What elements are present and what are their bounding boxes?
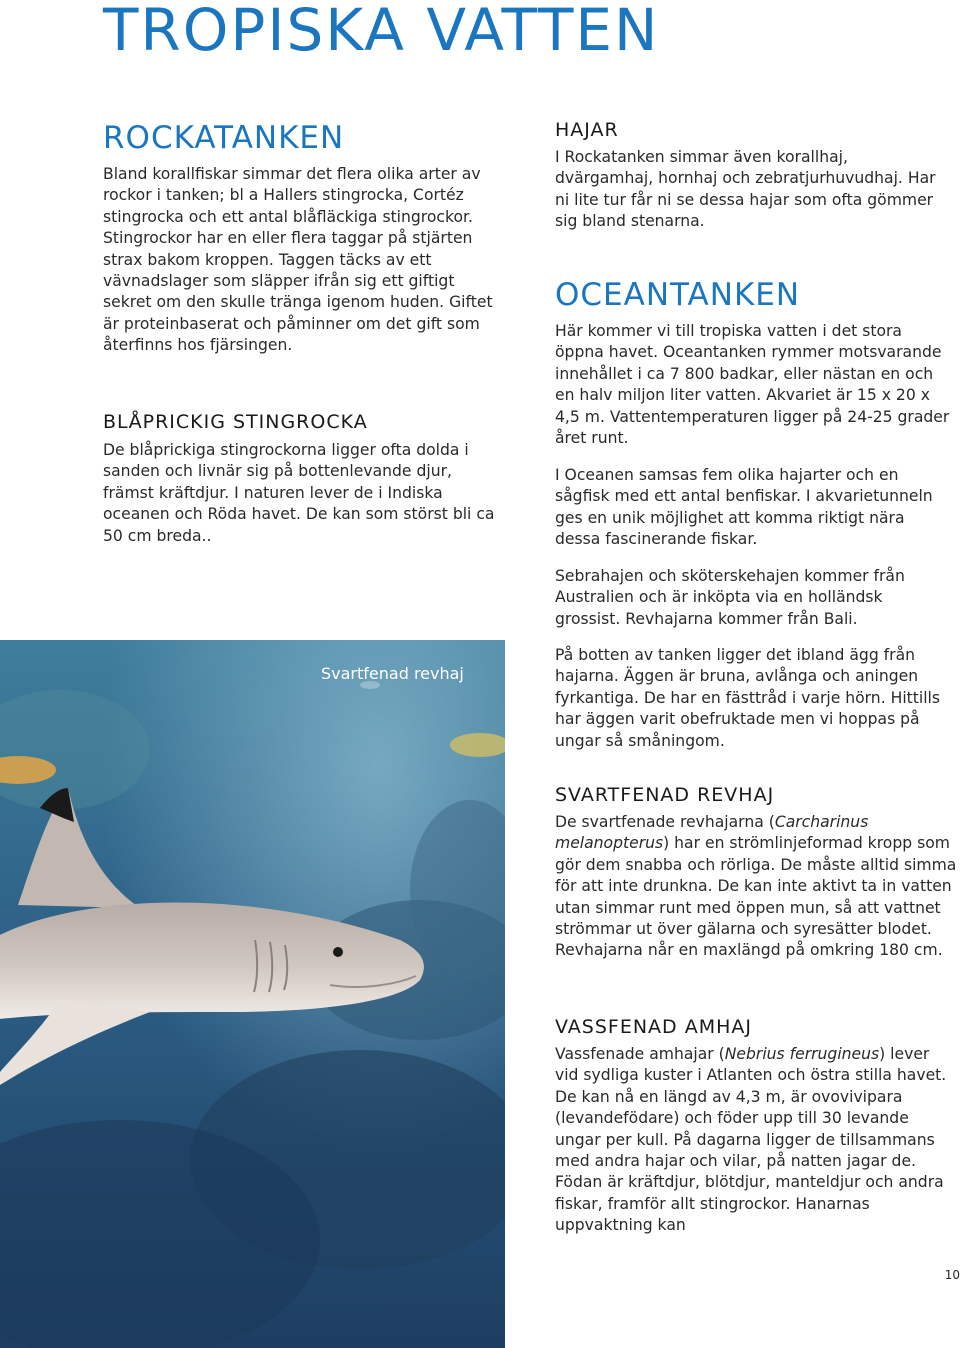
vassfenad-text: Vassfenade amhajar (Nebrius ferrugineus) lever vid sydliga kuster i Atlanten och östra stilla havet. De kan nå en längd av 4,3 m, är ovovivipara (levandefödare) och föder upp till 30 levande ungar per kull. På dagarna ligger de tillsammans med andra hajar och vilar, på natten jagar de. Födan är kräftdjur, blötdjur, manteldjur och andra fiskar, framför allt stingrockor. Hanarnas uppvaktning kan xyxy=(555,1045,947,1235)
blaprickig-heading: BLÅPRICKIG STINGROCKA xyxy=(103,411,368,433)
hajar-heading: HAJAR xyxy=(555,119,619,141)
blaprickig-text: De blåprickiga stingrockorna ligger ofta dolda i sanden och livnär sig på bottenlevande djur, främst kräftdjur. I naturen lever de i Indiska oceanen och Röda havet. De kan som störst bli ca 50 cm breda.. xyxy=(103,441,495,545)
oceantanken-paragraph-4: På botten av tanken ligger det ibland ägg från hajarna. Äggen är bruna, avlånga och aningen fyrkantiga. De har en fästtråd i varje hörn. Hittills har äggen varit obefruktade men vi hoppas på ungar så småningom. xyxy=(555,646,941,750)
vassfenad-heading: VASSFENAD AMHAJ xyxy=(555,1016,752,1038)
rockatanken-heading: ROCKATANKEN xyxy=(103,120,345,156)
svartfenad-latin-name: Carcharinus melanopterus xyxy=(555,813,869,853)
vassfenad-latin-name: Nebrius ferrugineus xyxy=(724,1045,880,1063)
photo-caption: Svartfenad revhaj xyxy=(321,664,464,683)
svartfenad-heading: SVARTFENAD REVHAJ xyxy=(555,784,775,806)
page-number: 10 xyxy=(944,1268,960,1282)
hajar-text: I Rockatanken simmar även korallhaj, dvärgamhaj, hornhaj och zebratjurhuvudhaj. Har ni lite tur får ni se dessa hajar som ofta gömmer sig bland stenarna. xyxy=(555,148,936,231)
oceantanken-heading: OCEANTANKEN xyxy=(555,277,801,313)
shark-illustration xyxy=(0,640,505,1348)
shark-photo xyxy=(0,640,505,1348)
svartfenad-text: De svartfenade revhajarna (Carcharinus melanopterus) har en strömlinjeformad kropp som gör dem snabba och rörliga. De måste alltid simma för att inte drunkna. De kan inte aktivt ta in vatten utan simmar runt med öppen mun, så att vattnet strömmar ut över gälarna och syresätter blodet. Revhajarna når en maxlängd på omkring 180 cm. xyxy=(555,813,957,960)
page-title: TROPISKA VATTEN xyxy=(103,0,660,64)
oceantanken-paragraph-1: Här kommer vi till tropiska vatten i det stora öppna havet. Oceantanken rymmer motsvarande innehållet i ca 7 800 badkar, eller nästan en och en halv miljon liter vatten. Akvariet är 15 x 20 x 4,5 m. Vattentemperaturen ligger på 24-25 grader året runt. xyxy=(555,322,950,448)
oceantanken-paragraph-3: Sebrahajen och sköterskehajen kommer från Australien och är inköpta via en holländsk grossist. Revhajarna kommer från Bali. xyxy=(555,567,905,628)
oceantanken-paragraph-2: I Oceanen samsas fem olika hajarter och en sågfisk med ett antal benfiskar. I akvarietunneln ges en unik möjlighet att komma riktigt nära dessa fascinerande fiskar. xyxy=(555,466,933,549)
rockatanken-text: Bland korallfiskar simmar det flera olika arter av rockor i tanken; bl a Hallers stingrocka, Cortéz stingrocka och ett antal blåfläckiga stingrockor. Stingrockor har en eller flera taggar på stjärten strax bakom kroppen. Taggen täcks av ett vävnadslager som släpper ifrån sig ett giftigt sekret om den skulle tränga igenom huden. Giftet är proteinbaserat och påminner om det gift som återfinns hos fjärsingen. xyxy=(103,165,493,355)
